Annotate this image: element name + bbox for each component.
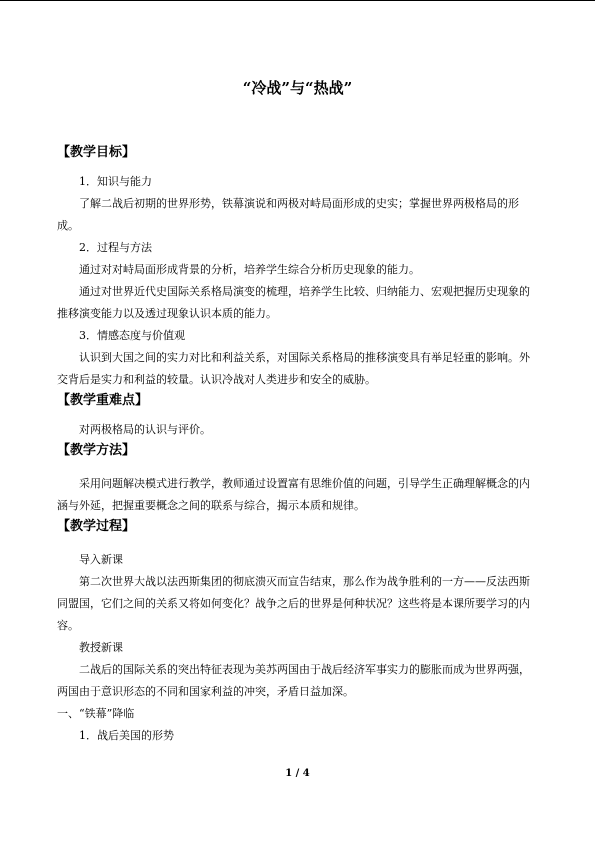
intro-label: 导入新课 bbox=[79, 553, 123, 566]
goal-item-knowledge: 1．知识与能力 bbox=[79, 175, 152, 188]
heading-key-points: 【教学重难点】 bbox=[57, 393, 149, 408]
key-points-text: 对两极格局的认识与评价。 bbox=[79, 423, 211, 436]
goal-values-text: 认识到大国之间的实力对比和利益关系，对国际关系格局的推移演变具有举足轻重的影响。外交背后是实力和利益的较量。认识冷战对人类进步和安全的威胁。 bbox=[57, 351, 530, 386]
goal-process-text-1: 通过对对峙局面形成背景的分析，培养学生综合分析历史现象的能力。 bbox=[79, 263, 420, 276]
top-rule bbox=[0, 0, 595, 1]
goal-item-process: 2．过程与方法 bbox=[79, 241, 152, 254]
heading-teaching-method: 【教学方法】 bbox=[57, 443, 136, 458]
goal-knowledge-text: 了解二战后初期的世界形势，铁幕演说和两极对峙局面形成的史实；掌握世界两极格局的形成。 bbox=[57, 197, 519, 232]
subheading-iron-curtain: 一、“铁幕”降临 bbox=[57, 707, 135, 720]
heading-teaching-process: 【教学过程】 bbox=[57, 519, 136, 534]
goal-item-values: 3．情感态度与价值观 bbox=[79, 329, 185, 342]
teach-text: 二战后的国际关系的突出特征表现为美苏两国由于战后经济军事实力的膨胀而成为世界两强，两国由于意识形态的不同和国家利益的冲突，矛盾日益加深。 bbox=[57, 663, 530, 698]
intro-text: 第二次世界大战以法西斯集团的彻底溃灭而宣告结束，那么作为战争胜利的一方——反法西斯同盟国，它们之间的关系又将如何变化？战争之后的世界是何种状况？这些将是本课所要学习的内容。 bbox=[57, 575, 530, 632]
heading-teaching-goals: 【教学目标】 bbox=[57, 145, 136, 160]
teaching-method-text: 采用问题解决模式进行教学，教师通过设置富有思维价值的问题，引导学生正确理解概念的内涵与外延，把握重要概念之间的联系与综合，揭示本质和规律。 bbox=[57, 477, 530, 512]
teach-label: 教授新课 bbox=[79, 641, 123, 654]
goal-process-text-2: 通过对世界近代史国际关系格局演变的梳理，培养学生比较、归纳能力、宏观把握历史现象的推移演变能力以及透过现象认识本质的能力。 bbox=[57, 285, 530, 320]
document-body bbox=[57, 143, 537, 747]
document-title: “冷战”与“热战” bbox=[242, 79, 353, 97]
page-number: 1 / 4 bbox=[285, 768, 310, 779]
process-item-us-situation: 1．战后美国的形势 bbox=[79, 729, 174, 742]
